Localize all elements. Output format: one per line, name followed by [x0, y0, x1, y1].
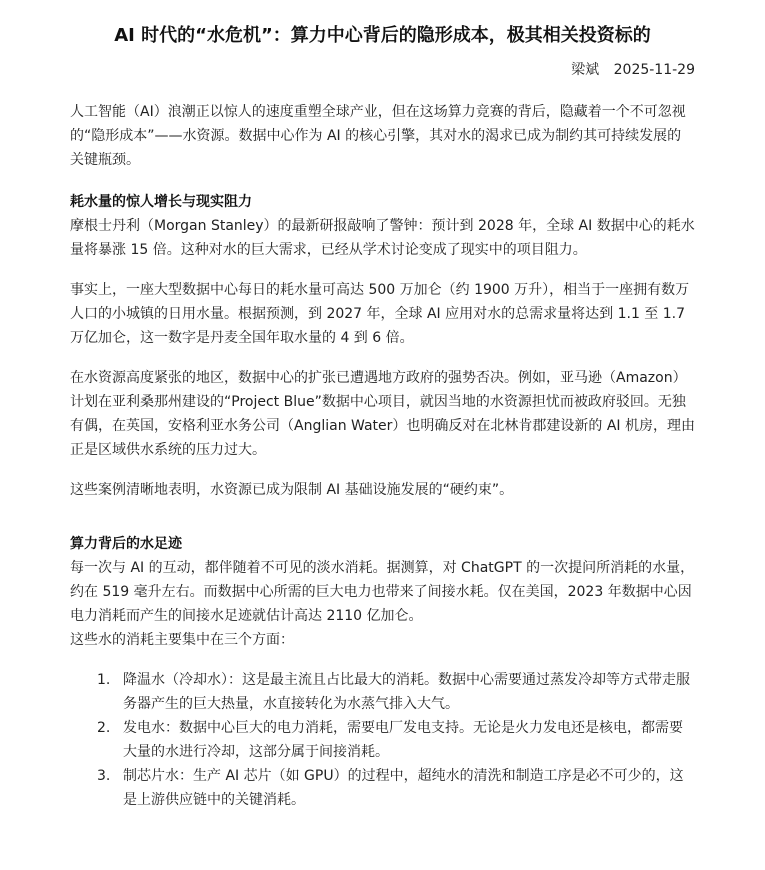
author-name: 梁斌	[571, 62, 600, 78]
list-item	[70, 716, 695, 764]
list-item-number: 3.	[97, 768, 111, 784]
section-water-footprint	[70, 532, 695, 812]
publish-date: 2025-11-29	[613, 62, 695, 78]
article-title: AI 时代的“水危机”：算力中心背后的隐形成本，极其相关投资标的	[114, 25, 651, 46]
article-meta	[70, 60, 695, 80]
intro-paragraph: 人工智能（AI）浪潮正以惊人的速度重塑全球产业，但在这场算力竞赛的背后，隐藏着一个不可忽视的“隐形成本”——水资源。数据中心作为 AI 的核心引擎，其对水的渴求已成为制约其可持续发展的关键瓶颈。	[70, 104, 686, 168]
list-item-text: 制芯片水：生产 AI 芯片（如 GPU）的过程中，超纯水的清洗和制造工序是必不可少的，这是上游供应链中的关键消耗。	[123, 768, 684, 808]
list-item-text: 降温水（冷却水）：这是最主流且占比最大的消耗。数据中心需要通过蒸发冷却等方式带走服务器产生的巨大热量，水直接转化为水蒸气排入大气。	[123, 672, 690, 712]
section-water-growth	[70, 190, 695, 502]
list-item	[70, 764, 695, 812]
section-heading: 耗水量的惊人增长与现实阻力	[70, 194, 252, 210]
paragraph: 这些水的消耗主要集中在三个方面：	[70, 632, 294, 648]
list-item-number: 2.	[97, 720, 111, 736]
water-consumption-list	[70, 668, 695, 812]
paragraph: 摩根士丹利（Morgan Stanley）的最新研报敲响了警钟：预计到 2028 年，全球 AI 数据中心的耗水量将暴涨 15 倍。这种对水的巨大需求，已经从学术讨论变成了现实中的项目阻力。	[70, 218, 695, 258]
section-heading: 算力背后的水足迹	[70, 536, 182, 552]
paragraph: 这些案例清晰地表明，水资源已成为限制 AI 基础设施发展的“硬约束”。	[70, 482, 514, 498]
list-item-text: 发电水：数据中心巨大的电力消耗，需要电厂发电支持。无论是火力发电还是核电，都需要大量的水进行冷却，这部分属于间接消耗。	[123, 720, 683, 760]
list-item	[70, 668, 695, 716]
paragraph: 事实上，一座大型数据中心每日的耗水量可高达 500 万加仑（约 1900 万升），相当于一座拥有数万人口的小城镇的日用水量。根据预测，到 2027 年，全球 AI 应用对水的总需求量将达到 1.1 至 1.7 万亿加仑，这一数字是丹麦全国年取水量的 4 到 6 倍。	[70, 282, 690, 346]
paragraph: 在水资源高度紧张的地区，数据中心的扩张已遭遇地方政府的强势否决。例如，亚马逊（Amazon）计划在亚利桑那州建设的“Project Blue”数据中心项目，就因当地的水资源担忧而被政府驳回。无独有偶，在英国，安格利亚水务公司（Anglian Water）也明确反对在北林肯郡建设新的 AI 机房，理由正是区域供水系统的压力过大。	[70, 370, 696, 458]
paragraph: 每一次与 AI 的互动，都伴随着不可见的淡水消耗。据测算，对 ChatGPT 的一次提问所消耗的水量，约在 519 毫升左右。而数据中心所需的巨大电力也带来了间接水耗。仅在美国，2023 年数据中心因电力消耗而产生的间接水足迹就估计高达 2110 亿加仑。	[70, 560, 695, 624]
list-item-number: 1.	[97, 672, 111, 688]
